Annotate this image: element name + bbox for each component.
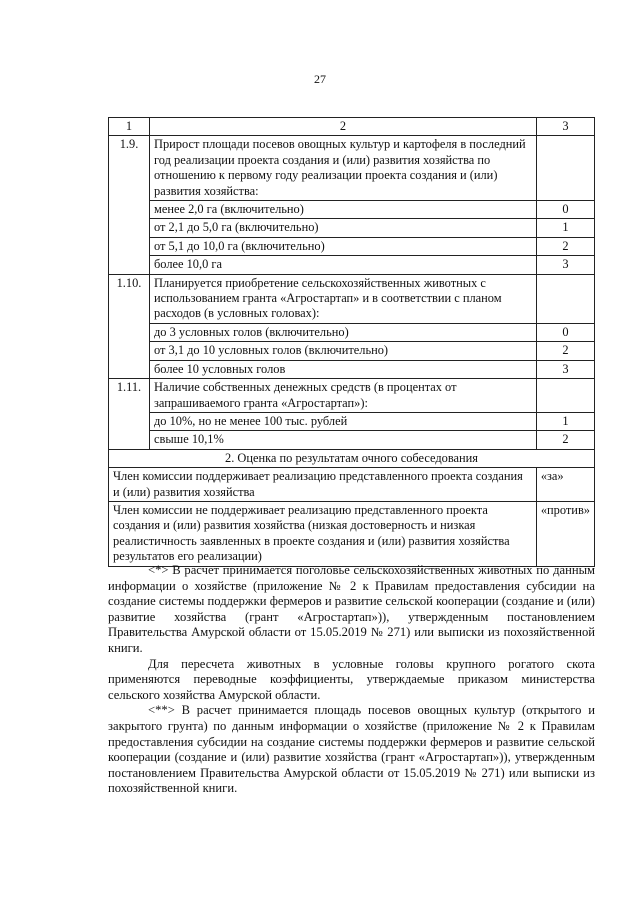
score-cell-empty bbox=[536, 274, 594, 323]
option-label: от 3,1 до 10 условных голов (включительно) bbox=[150, 342, 537, 360]
criterion-1-9-title-row bbox=[109, 136, 595, 201]
option-score: 3 bbox=[536, 360, 594, 378]
option-label: более 10 условных голов bbox=[150, 360, 537, 378]
option-score: 1 bbox=[536, 412, 594, 430]
interview-option-label: Член комиссии поддерживает реализацию представленного проекта создания и (или) развития хозяйства bbox=[109, 468, 537, 502]
criterion-1-11-title-row bbox=[109, 379, 595, 413]
option-score: 0 bbox=[536, 201, 594, 219]
interview-option-score: «за» bbox=[536, 468, 594, 502]
page-number: 27 bbox=[314, 72, 326, 86]
option-label: от 2,1 до 5,0 га (включительно) bbox=[150, 219, 537, 237]
score-cell-empty bbox=[536, 136, 594, 201]
table-header-row bbox=[109, 118, 595, 136]
option-score: 2 bbox=[536, 342, 594, 360]
header-col-1: 1 bbox=[109, 118, 150, 136]
option-label: до 10%, но не менее 100 тыс. рублей bbox=[150, 412, 537, 430]
criterion-number: 1.10. bbox=[109, 274, 150, 378]
header-col-3: 3 bbox=[536, 118, 594, 136]
option-score: 2 bbox=[536, 431, 594, 449]
option-label: менее 2,0 га (включительно) bbox=[150, 201, 537, 219]
option-score: 3 bbox=[536, 256, 594, 274]
criterion-number: 1.11. bbox=[109, 379, 150, 450]
section-2-header-row bbox=[109, 449, 595, 467]
table-row bbox=[109, 412, 595, 430]
table-row bbox=[109, 237, 595, 255]
table-row bbox=[109, 431, 595, 449]
criterion-1-10-title-row bbox=[109, 274, 595, 323]
option-label: свыше 10,1% bbox=[150, 431, 537, 449]
table-row bbox=[109, 256, 595, 274]
footnote-conversion: Для пересчета животных в условные головы крупного рогатого скота применяются переводные коэффициенты, утверждаемые приказом министерства сельского хозяйства Амурской области. bbox=[108, 656, 595, 702]
footnotes bbox=[108, 563, 595, 797]
option-score: 1 bbox=[536, 219, 594, 237]
score-cell-empty bbox=[536, 379, 594, 413]
header-col-2: 2 bbox=[150, 118, 537, 136]
criterion-title: Планируется приобретение сельскохозяйственных животных с использованием гранта «Агростартап» и в соответствии с планом расходов (в условных головах): bbox=[150, 274, 537, 323]
footnote-vegetables: <**> В расчет принимается площадь посевов овощных культур (открытого и закрытого грунта) по данным информации о хозяйстве (приложение № 2 к Правилам предоставления субсидии на создание системы поддержки фермеров и развитие сельской кооперации (создание и (или) развитие хозяйства (грант «Агростартап»)), утвержденным постановлением Правительства Амурской области от 15.05.2019 № 271) или выписки из похозяйственной книги. bbox=[108, 703, 595, 796]
interview-option-label: Член комиссии не поддерживает реализацию представленного проекта создания и (или) развития хозяйства (низкая достоверность и низкая реалистичность заявленных в проекте создания и (или) развития хозяйства результатов его реализации) bbox=[109, 501, 537, 566]
option-label: от 5,1 до 10,0 га (включительно) bbox=[150, 237, 537, 255]
option-label: более 10,0 га bbox=[150, 256, 537, 274]
table-row bbox=[109, 342, 595, 360]
section-title: 2. Оценка по результатам очного собеседования bbox=[109, 449, 595, 467]
option-score: 0 bbox=[536, 323, 594, 341]
interview-option-score: «против» bbox=[536, 501, 594, 566]
table-row bbox=[109, 501, 595, 566]
table-row bbox=[109, 219, 595, 237]
table-row bbox=[109, 468, 595, 502]
option-score: 2 bbox=[536, 237, 594, 255]
table-row bbox=[109, 323, 595, 341]
table-row bbox=[109, 201, 595, 219]
option-label: до 3 условных голов (включительно) bbox=[150, 323, 537, 341]
criteria-table bbox=[108, 117, 595, 567]
criterion-title: Прирост площади посевов овощных культур и картофеля в последний год реализации проекта создания и (или) развития хозяйства по отношению к первому году реализации проекта создания и (или) развития хозяйства: bbox=[150, 136, 537, 201]
table-row bbox=[109, 360, 595, 378]
criterion-number: 1.9. bbox=[109, 136, 150, 274]
criterion-title: Наличие собственных денежных средств (в процентах от запрашиваемого гранта «Агростартап»): bbox=[150, 379, 537, 413]
footnote-livestock: <*> В расчет принимается поголовье сельскохозяйственных животных по данным информации о хозяйстве (приложение № 2 к Правилам предоставления субсидии на создание системы поддержки фермеров и развитие сельской кооперации (создание и (или) развитие хозяйства (грант «Агростартап»)), утвержденным постановлением Правительства Амурской области от 15.05.2019 № 271) или выписки из похозяйственной книги. bbox=[108, 563, 595, 655]
